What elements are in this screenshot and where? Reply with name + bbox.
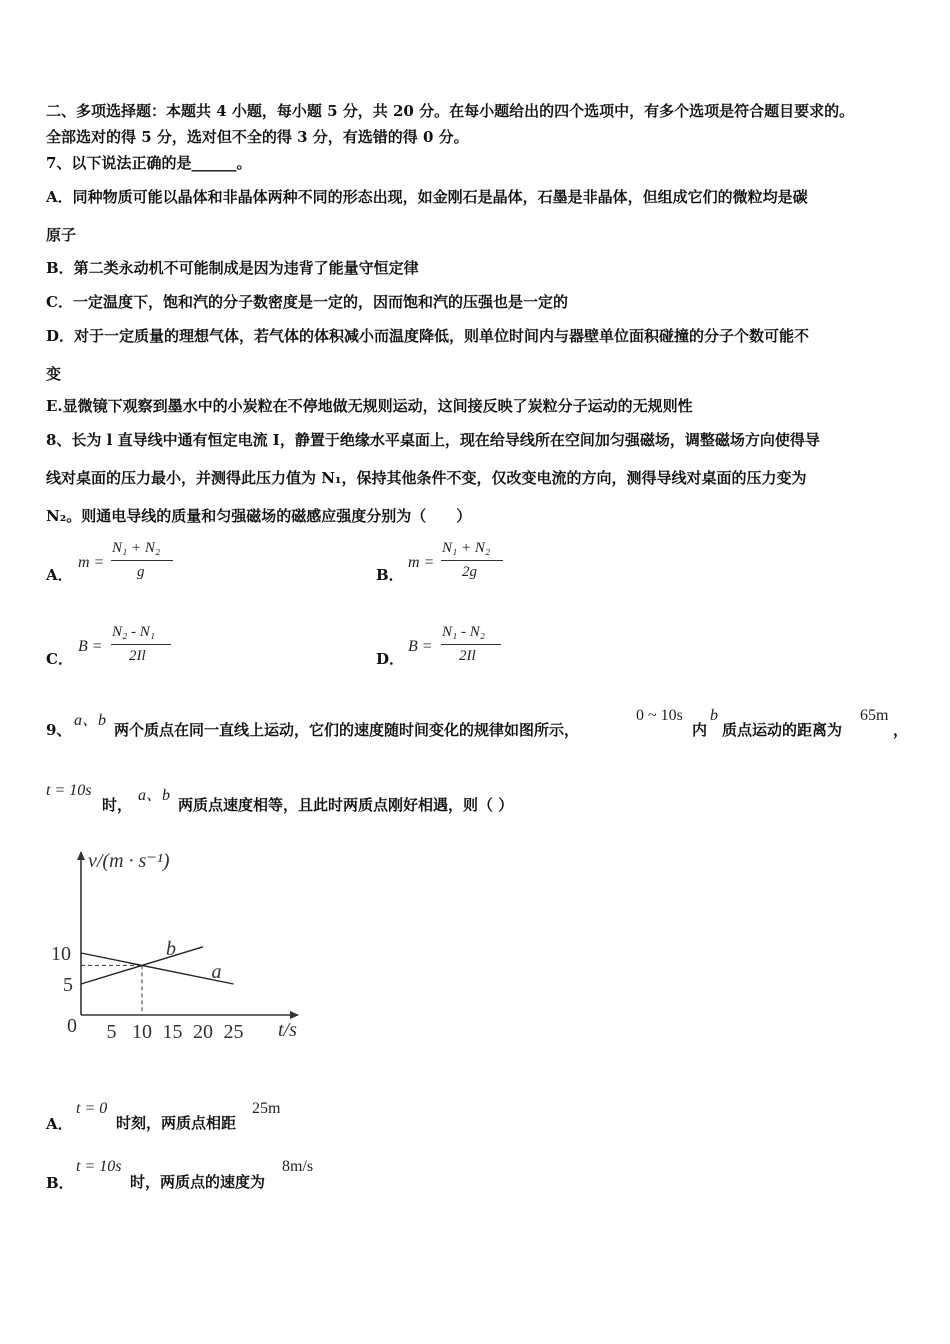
q9-stem-part4: 时， <box>102 796 133 814</box>
formula-denominator: 2Il <box>129 648 146 664</box>
q7-option-d-line2: 变 <box>46 365 62 383</box>
formula-denominator: 2Il <box>459 648 476 664</box>
q7-option-b: B．第二类永动机不可能制成是因为违背了能量守恒定律 <box>46 259 419 277</box>
q8-option-a-label: A． <box>46 566 73 584</box>
x-axis-label: t/s <box>278 1019 297 1041</box>
fraction-bar <box>111 644 171 645</box>
x-tick-label: 20 <box>193 1021 213 1043</box>
q8-stem-line3: N₂。则通电导线的质量和匀强磁场的磁感应强度分别为（ ） <box>46 507 472 525</box>
formula-numerator: N₂ - N₁ <box>112 624 155 640</box>
q7-option-d-line1: D．对于一定质量的理想气体，若气体的体积减小而温度降低，则单位时间内与器壁单位面积碰撞的分子个数可能不 <box>46 327 810 345</box>
q9-option-a-t: t = 0 <box>76 1100 108 1117</box>
q8-option-c-label: C． <box>46 650 73 668</box>
x-tick-label: 10 <box>132 1021 152 1043</box>
formula-numerator: N₁ + N₂ <box>442 540 491 556</box>
q8-option-d-label: D． <box>376 650 405 668</box>
q8-option-b-formula <box>408 540 518 586</box>
q9-time-range: 0 ~ 10s <box>636 707 683 724</box>
q9-distance: 65m <box>860 707 889 724</box>
section-heading-line2: 全部选对的得 5 分，选对但不全的得 3 分，有选错的得 0 分。 <box>46 128 469 146</box>
q9-ab: a、b <box>74 712 107 729</box>
formula-denominator: 2g <box>462 564 477 580</box>
x-tick-label: 25 <box>223 1021 244 1043</box>
q9-option-a-label: A． <box>46 1115 73 1133</box>
formula-lhs: m = <box>408 554 435 571</box>
q9-t-equals: t = 10s <box>46 782 92 799</box>
y-tick-label: 10 <box>51 943 71 965</box>
q9-option-a-value: 25m <box>252 1100 281 1117</box>
q8-option-b-label: B． <box>376 566 404 584</box>
q9-option-b-t: t = 10s <box>76 1158 122 1175</box>
formula-lhs: B = <box>78 638 103 655</box>
origin-label: 0 <box>67 1015 77 1037</box>
formula-lhs: m = <box>78 554 105 571</box>
q7-option-e: E.显微镜下观察到墨水中的小炭粒在不停地做无规则运动，这间接反映了炭粒分子运动的无规则性 <box>46 397 693 415</box>
fraction-bar <box>441 644 501 645</box>
q9-option-b-value: 8m/s <box>282 1158 314 1175</box>
q8-option-d-formula <box>408 624 518 670</box>
formula-lhs: B = <box>408 638 433 655</box>
q9-option-a-text: 时刻，两质点相距 <box>116 1114 237 1132</box>
q9-option-b-text: 时，两质点的速度为 <box>130 1173 266 1191</box>
series-label-b: b <box>166 937 176 960</box>
q9-stem-part3: 质点运动的距离为 <box>722 721 843 739</box>
x-tick-label: 15 <box>162 1021 183 1043</box>
q9-stem-part1: 两个质点在同一直线上运动，它们的速度随时间变化的规律如图所示， <box>114 721 580 739</box>
series-line-b <box>81 947 203 984</box>
q7-option-a-line1: A．同种物质可能以晶体和非晶体两种不同的形态出现，如金刚石是晶体，石墨是非晶体，但组成它们的微粒均是碳 <box>46 188 808 206</box>
y-axis-label: v/(m · s⁻¹) <box>88 850 170 872</box>
q9-b: b <box>710 707 718 724</box>
q7-option-a-line2: 原子 <box>46 226 77 244</box>
fraction-bar <box>441 560 503 561</box>
q8-stem-line1: 8、长为 l 直导线中通有恒定电流 I，静置于绝缘水平桌面上，现在给导线所在空间加匀强磁场，调整磁场方向使得导 <box>46 431 820 449</box>
q8-option-c-formula <box>78 624 188 670</box>
q9-option-b-label: B． <box>46 1174 74 1192</box>
x-tick-label: 5 <box>106 1021 117 1043</box>
formula-denominator: g <box>137 564 145 580</box>
q9-ab-2: a、b <box>138 787 171 804</box>
y-tick-label: 5 <box>63 974 73 996</box>
q7-option-c: C．一定温度下，饱和汽的分子数密度是一定的，因而饱和汽的压强也是一定的 <box>46 293 568 311</box>
formula-numerator: N₁ - N₂ <box>442 624 485 640</box>
q9-stem-part5: 两质点速度相等，且此时两质点刚好相遇，则（ ） <box>178 796 514 814</box>
q7-stem: 7、以下说法正确的是______。 <box>46 154 252 172</box>
q9-comma: ， <box>893 721 909 739</box>
q8-option-a-formula <box>78 540 188 586</box>
velocity-time-chart <box>40 840 320 1050</box>
q9-stem-part2: 内 <box>692 721 708 739</box>
q8-stem-line2: 线对桌面的压力最小，并测得此压力值为 N₁，保持其他条件不变，仅改变电流的方向，测得导线对桌面的压力变为 <box>46 469 807 487</box>
section-heading-line1: 二、多项选择题：本题共 4 小题，每小题 5 分，共 20 分。在每小题给出的四个选项中，有多个选项是符合题目要求的。 <box>46 102 855 120</box>
fraction-bar <box>111 560 173 561</box>
formula-numerator: N₁ + N₂ <box>112 540 161 556</box>
q9-number: 9、 <box>46 721 72 739</box>
series-label-a: a <box>211 961 222 983</box>
